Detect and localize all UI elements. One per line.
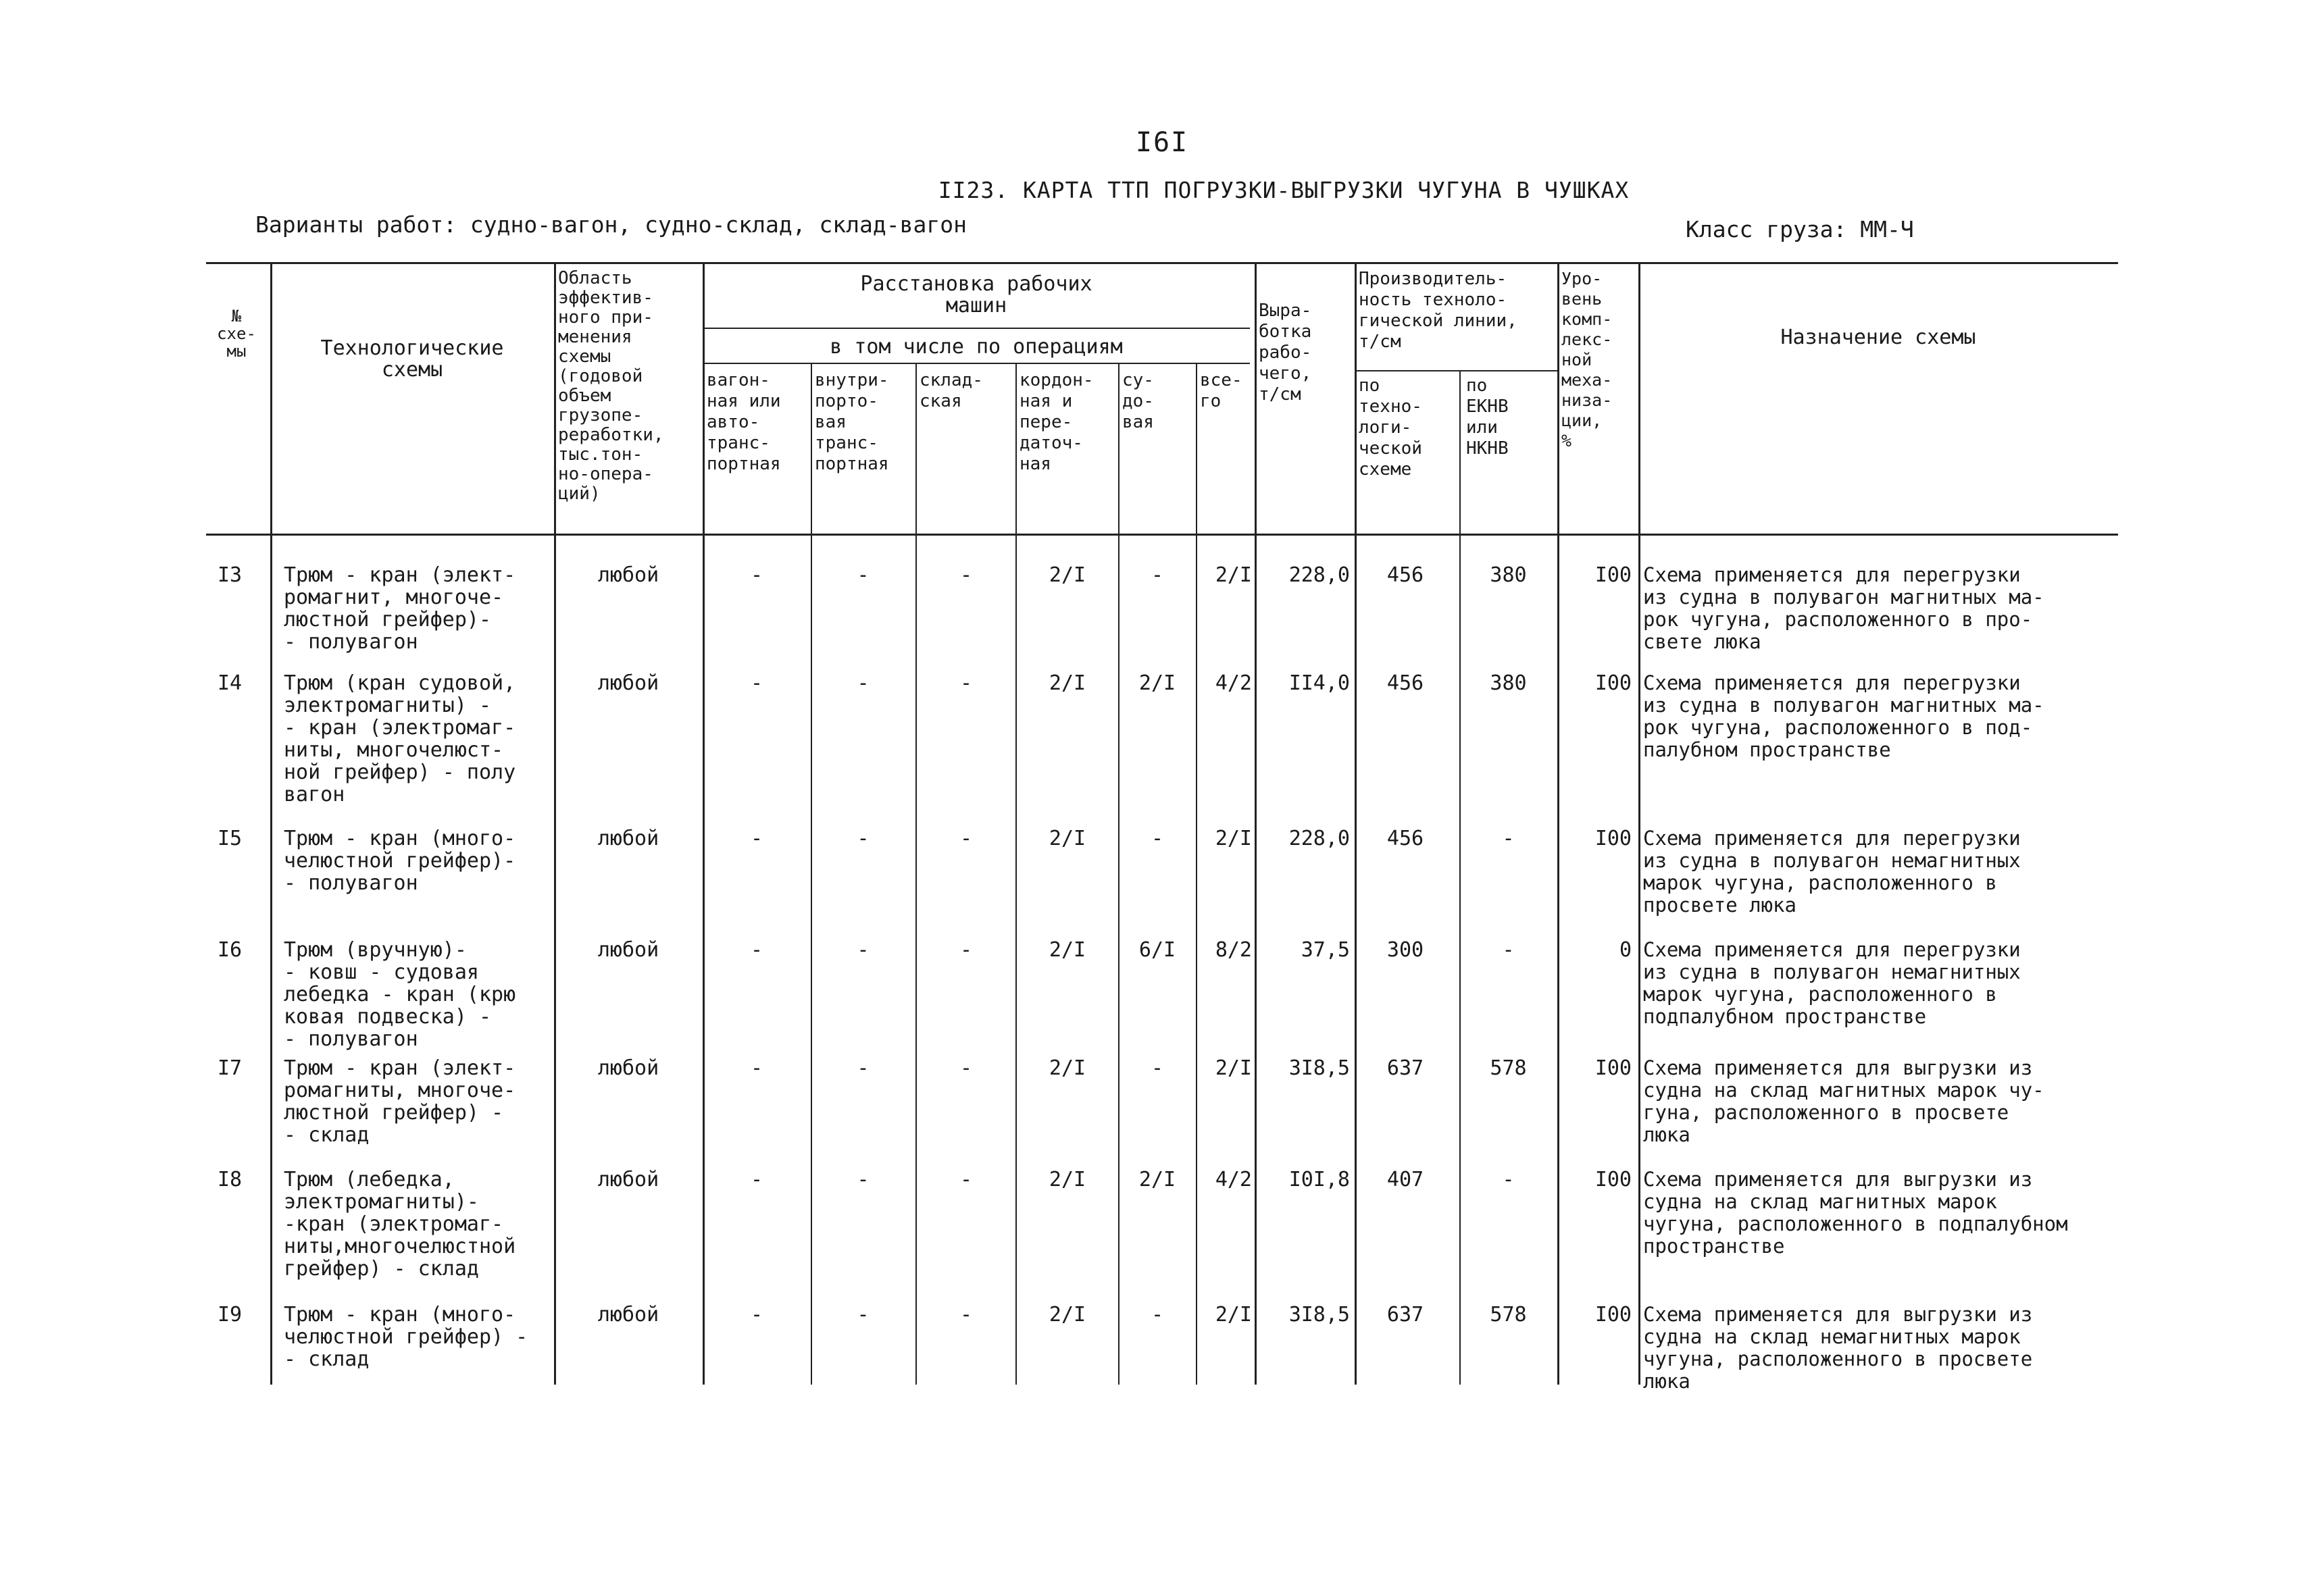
cell-scheme-no: I6	[217, 938, 243, 962]
header-tech-schemes: Технологические схемы	[320, 336, 504, 382]
cell-tech-scheme: Трюм - кран (элект- ромагнит, многоче- люстной грейфер)- - полувагон	[284, 563, 516, 654]
cell-intraport: -	[857, 1168, 870, 1191]
header-area: Область эффектив- ного при- менения схемы (годовой объем грузопе- реработки, тыс.тон- но-опера- ций)	[558, 268, 664, 504]
cell-prod-eknv: 578	[1490, 1303, 1527, 1327]
cell-area: любой	[597, 938, 659, 962]
cell-cordon: 2/I	[1049, 1056, 1086, 1080]
cell-cordon: 2/I	[1049, 563, 1086, 587]
cell-output: 3I8,5	[1288, 1303, 1350, 1327]
cell-intraport: -	[857, 1056, 870, 1080]
productivity-divider	[1355, 370, 1557, 371]
cell-tech-scheme: Трюм (лебедка, электромагниты)- -кран (электромаг- ниты,многочелюстной грейфер) - склад	[284, 1168, 516, 1281]
cell-warehouse: -	[959, 938, 973, 962]
cell-total: 4/2	[1215, 1168, 1252, 1191]
cell-ship: 6/I	[1138, 938, 1176, 962]
cell-wagon: -	[750, 938, 763, 962]
header-wagon: вагон- ная или авто- транс- портная	[707, 370, 781, 474]
col-divider	[811, 363, 812, 1385]
cell-output: 3I8,5	[1288, 1056, 1350, 1080]
cell-ship: -	[1151, 1303, 1164, 1327]
cell-warehouse: -	[959, 827, 973, 850]
cell-purpose: Схема применяется для перегрузки из судна в полувагон немагнитных марок чугуна, расположенного в подпалубном пространстве	[1643, 938, 2021, 1028]
cell-ship: 2/I	[1138, 671, 1176, 695]
cell-mech-level: I00	[1594, 671, 1632, 695]
header-purpose: Назначение схемы	[1780, 326, 1976, 349]
cell-purpose: Схема применяется для перегрузки из судна в полувагон немагнитных марок чугуна, расположенного в просвете люка	[1643, 827, 2021, 917]
cell-cordon: 2/I	[1049, 671, 1086, 695]
header-bottom-border	[206, 534, 2118, 536]
header-productivity: Производитель- ность техноло- гической линии, т/см	[1359, 269, 1517, 352]
cell-total: 2/I	[1215, 1303, 1252, 1327]
header-output: Выра- ботка рабо- чего, т/см	[1259, 301, 1312, 405]
cell-prod-scheme: 637	[1386, 1303, 1424, 1327]
col-divider	[554, 262, 556, 1385]
cell-cordon: 2/I	[1049, 1303, 1086, 1327]
table-top-border	[206, 262, 2118, 264]
cell-purpose: Схема применяется для перегрузки из судна в полувагон магнитных ма- рок чугуна, расположенного в про- свете люка	[1643, 563, 2044, 653]
cell-warehouse: -	[959, 671, 973, 695]
cell-wagon: -	[750, 827, 763, 850]
cell-prod-eknv: -	[1502, 827, 1515, 850]
col-divider	[270, 262, 272, 1385]
header-total: все- го	[1200, 370, 1242, 411]
cell-tech-scheme: Трюм (вручную)- - ковш - судовая лебедка - кран (крю ковая подвеска) - - полувагон	[284, 938, 516, 1051]
cell-purpose: Схема применяется для выгрузки из судна на склад магнитных марок чу- гуна, расположенного в просвете люка	[1643, 1056, 2044, 1146]
cell-scheme-no: I9	[217, 1303, 243, 1327]
cell-area: любой	[597, 1303, 659, 1327]
cell-ship: -	[1151, 563, 1164, 587]
cell-scheme-no: I7	[217, 1056, 243, 1080]
cell-prod-eknv: -	[1502, 1168, 1515, 1191]
cell-area: любой	[597, 1056, 659, 1080]
cell-cordon: 2/I	[1049, 938, 1086, 962]
col-divider	[1355, 262, 1357, 1385]
cell-wagon: -	[750, 671, 763, 695]
cell-output: I0I,8	[1288, 1168, 1350, 1191]
page-number: I6I	[1135, 127, 1189, 158]
cell-wagon: -	[750, 1056, 763, 1080]
cell-tech-scheme: Трюм - кран (много- челюстной грейфер)- - полувагон	[284, 827, 516, 895]
cell-wagon: -	[750, 1168, 763, 1191]
cell-area: любой	[597, 671, 659, 695]
cell-wagon: -	[750, 1303, 763, 1327]
header-ship: су- до- вая	[1122, 370, 1154, 432]
placement-divider	[703, 328, 1250, 329]
cell-prod-eknv: 380	[1490, 671, 1527, 695]
header-mech-level: Уро- вень комп- лекс- ной меха- низа- ции, %	[1561, 269, 1613, 451]
cell-output: 37,5	[1301, 938, 1350, 962]
col-divider	[915, 363, 917, 1385]
cell-output: 228,0	[1288, 563, 1350, 587]
cell-total: 8/2	[1215, 938, 1252, 962]
header-by-operation: в том числе по операциям	[830, 335, 1123, 359]
cell-scheme-no: I3	[217, 563, 243, 587]
header-by-eknv: по ЕКНВ или НКНВ	[1466, 376, 1509, 459]
header-intraport: внутри- порто- вая транс- портная	[815, 370, 889, 474]
cell-total: 2/I	[1215, 1056, 1252, 1080]
cell-scheme-no: I4	[217, 671, 243, 695]
cell-mech-level: I00	[1594, 827, 1632, 850]
cell-total: 2/I	[1215, 827, 1252, 850]
cell-warehouse: -	[959, 563, 973, 587]
header-warehouse: склад- ская	[920, 370, 983, 411]
cell-warehouse: -	[959, 1168, 973, 1191]
cell-intraport: -	[857, 563, 870, 587]
cell-prod-scheme: 637	[1386, 1056, 1424, 1080]
cell-cordon: 2/I	[1049, 827, 1086, 850]
document-title: II23. КАРТА ТТП ПОГРУЗКИ-ВЫГРУЗКИ ЧУГУНА В ЧУШКАХ	[938, 177, 1630, 203]
col-divider	[1255, 262, 1257, 1385]
col-divider	[1557, 262, 1559, 1385]
cell-scheme-no: I8	[217, 1168, 243, 1191]
cell-prod-scheme: 300	[1386, 938, 1424, 962]
cell-ship: -	[1151, 1056, 1164, 1080]
cell-tech-scheme: Трюм - кран (элект- ромагниты, многоче- люстной грейфер) - - склад	[284, 1056, 516, 1147]
operations-divider	[703, 363, 1250, 364]
cell-prod-scheme: 407	[1386, 1168, 1424, 1191]
cell-prod-scheme: 456	[1386, 827, 1424, 850]
cell-area: любой	[597, 827, 659, 850]
cell-tech-scheme: Трюм (кран судовой, электромагниты) - - кран (электромаг- ниты, многочелюст- ной грейфер) - полу вагон	[284, 671, 516, 806]
header-by-scheme: по техно- логи- ческой схеме	[1359, 376, 1422, 480]
header-placement: Расстановка рабочих машин	[860, 272, 1092, 317]
cell-area: любой	[597, 563, 659, 587]
cell-cordon: 2/I	[1049, 1168, 1086, 1191]
cell-warehouse: -	[959, 1303, 973, 1327]
cell-output: 228,0	[1288, 827, 1350, 850]
cell-output: II4,0	[1288, 671, 1350, 695]
cell-purpose: Схема применяется для выгрузки из судна на склад немагнитных марок чугуна, расположенного в просвете люка	[1643, 1303, 2033, 1393]
cell-prod-eknv: 380	[1490, 563, 1527, 587]
cell-total: 2/I	[1215, 563, 1252, 587]
cell-mech-level: I00	[1594, 1056, 1632, 1080]
cell-intraport: -	[857, 1303, 870, 1327]
cell-intraport: -	[857, 671, 870, 695]
cell-mech-level: I00	[1594, 563, 1632, 587]
col-divider	[1459, 370, 1461, 1385]
cell-prod-scheme: 456	[1386, 563, 1424, 587]
work-variants: Варианты работ: судно-вагон, судно-склад, склад-вагон	[255, 211, 967, 238]
col-divider	[1638, 262, 1640, 1385]
cell-mech-level: 0	[1619, 938, 1632, 962]
cell-area: любой	[597, 1168, 659, 1191]
cell-mech-level: I00	[1594, 1303, 1632, 1327]
col-divider	[1015, 363, 1017, 1385]
cell-intraport: -	[857, 827, 870, 850]
cell-prod-eknv: 578	[1490, 1056, 1527, 1080]
col-divider	[1196, 363, 1197, 1385]
cell-purpose: Схема применяется для выгрузки из судна на склад магнитных марок чугуна, расположенного в подпалубном пространстве	[1643, 1168, 2068, 1258]
cell-scheme-no: I5	[217, 827, 243, 850]
header-cordon: кордон- ная и пере- даточ- ная	[1020, 370, 1094, 474]
cell-ship: -	[1151, 827, 1164, 850]
cell-prod-eknv: -	[1502, 938, 1515, 962]
header-scheme-no: № схе- мы	[217, 307, 256, 361]
cell-ship: 2/I	[1138, 1168, 1176, 1191]
col-divider	[703, 262, 705, 1385]
cell-purpose: Схема применяется для перегрузки из судна в полувагон магнитных ма- рок чугуна, расположенного в под- палубном пространстве	[1643, 671, 2044, 761]
cell-total: 4/2	[1215, 671, 1252, 695]
cell-wagon: -	[750, 563, 763, 587]
cell-intraport: -	[857, 938, 870, 962]
col-divider	[1118, 363, 1120, 1385]
cell-warehouse: -	[959, 1056, 973, 1080]
cargo-class: Класс груза: ММ-Ч	[1686, 216, 1914, 242]
cell-mech-level: I00	[1594, 1168, 1632, 1191]
cell-tech-scheme: Трюм - кран (много- челюстной грейфер) - - склад	[284, 1303, 528, 1371]
cell-prod-scheme: 456	[1386, 671, 1424, 695]
